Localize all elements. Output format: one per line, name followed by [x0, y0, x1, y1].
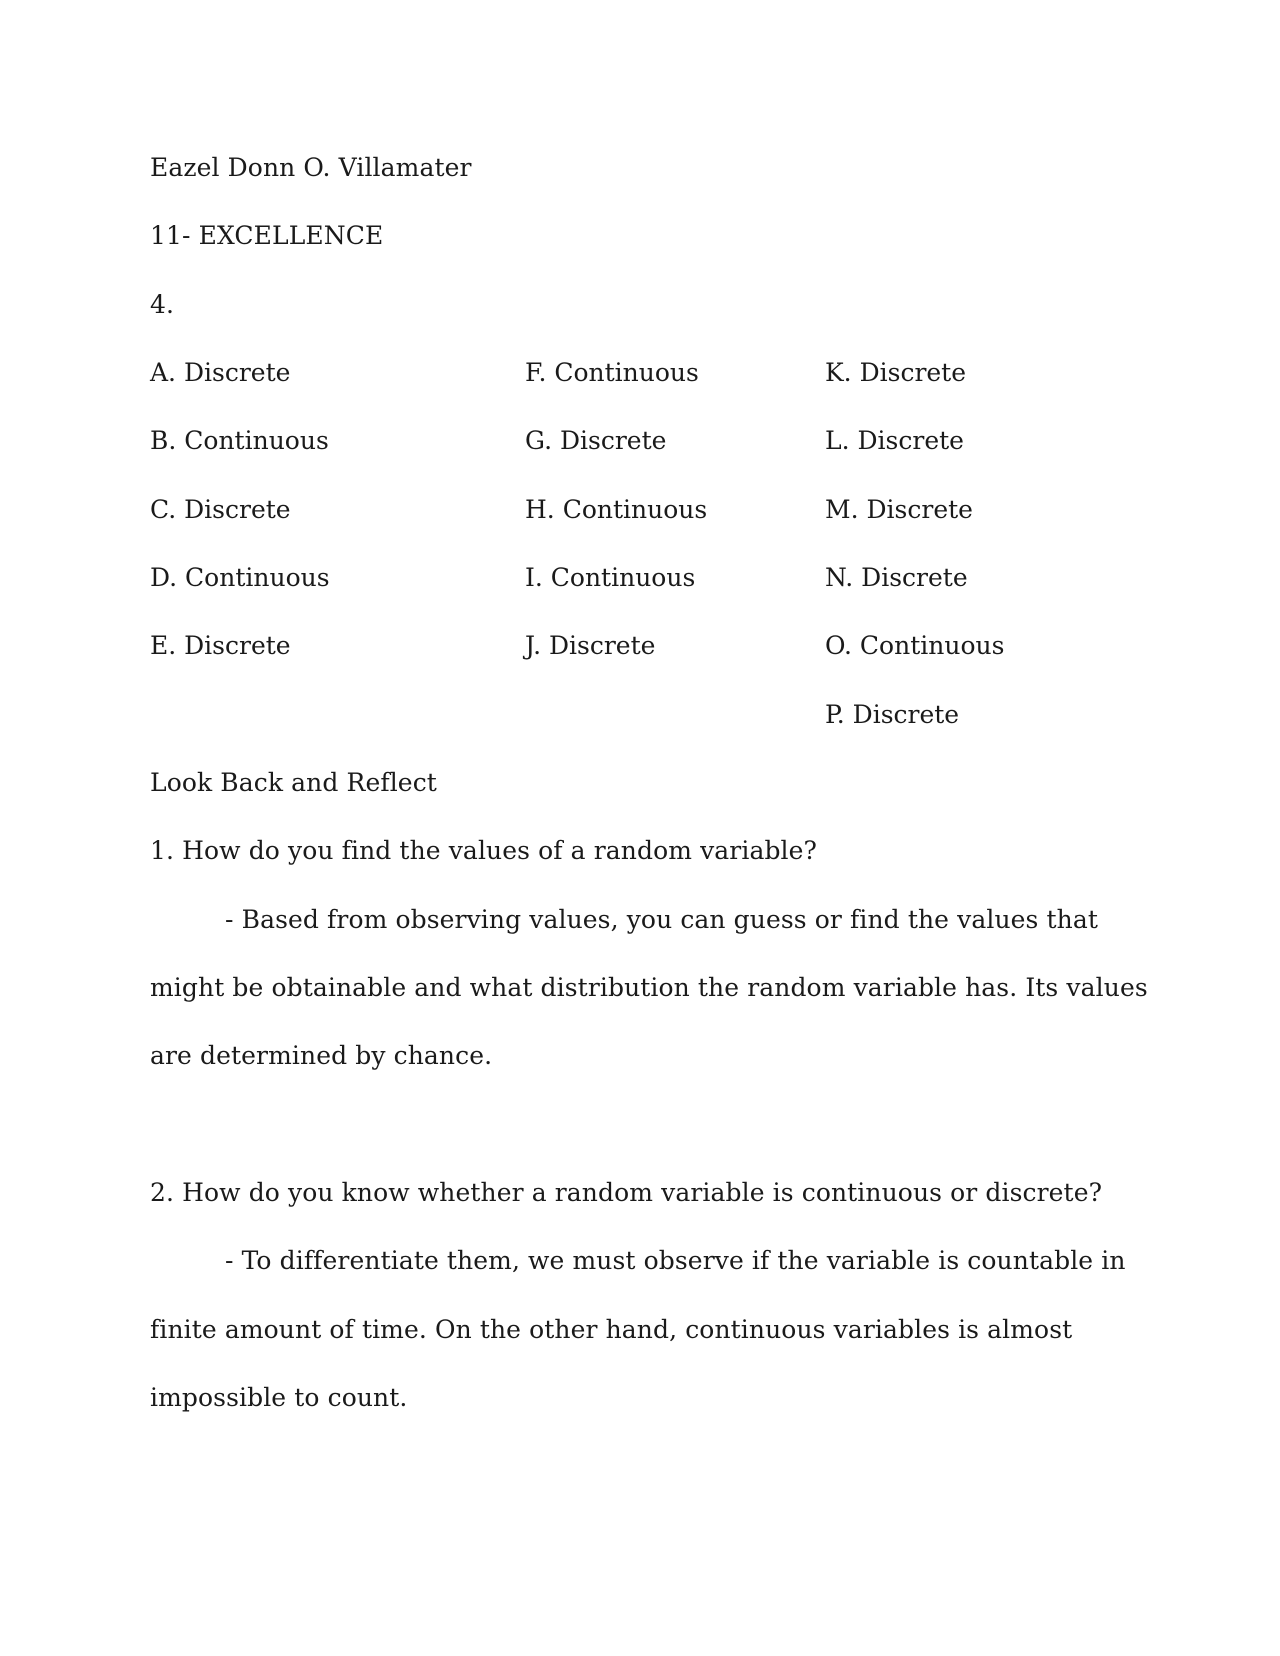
answer-c: C. Discrete: [150, 495, 291, 524]
answer-f: F. Continuous: [525, 358, 699, 387]
answer-k: K. Discrete: [825, 358, 967, 387]
answer-b: B. Continuous: [150, 426, 329, 455]
answer-p: P. Discrete: [825, 700, 960, 729]
answer-e: E. Discrete: [150, 631, 291, 660]
answer-m: M. Discrete: [825, 495, 973, 524]
answer-l: L. Discrete: [825, 426, 964, 455]
answer-o: O. Continuous: [825, 631, 1005, 660]
answer-j: J. Discrete: [525, 631, 656, 660]
answer-2-line-2: finite amount of time. On the other hand, continuous variables is almost: [150, 1315, 1073, 1344]
answer-a: A. Discrete: [150, 358, 291, 387]
answer-2-line-3: impossible to count.: [150, 1383, 408, 1412]
item-number: 4.: [150, 290, 175, 319]
answer-2-line-1: - To differentiate them, we must observe if the variable is countable in: [225, 1246, 1126, 1275]
section-label: 11- EXCELLENCE: [150, 221, 384, 250]
student-name: Eazel Donn O. Villamater: [150, 153, 472, 182]
answer-g: G. Discrete: [525, 426, 667, 455]
answer-i: I. Continuous: [525, 563, 696, 592]
question-1: 1. How do you find the values of a random variable?: [150, 836, 818, 865]
question-2: 2. How do you know whether a random variable is continuous or discrete?: [150, 1178, 1103, 1207]
answer-d: D. Continuous: [150, 563, 330, 592]
answer-1-line-3: are determined by chance.: [150, 1041, 493, 1070]
answer-1-line-1: - Based from observing values, you can guess or find the values that: [225, 905, 1099, 934]
answer-n: N. Discrete: [825, 563, 968, 592]
reflection-heading: Look Back and Reflect: [150, 768, 437, 797]
answer-1-line-2: might be obtainable and what distribution the random variable has. Its values: [150, 973, 1148, 1002]
answer-h: H. Continuous: [525, 495, 708, 524]
